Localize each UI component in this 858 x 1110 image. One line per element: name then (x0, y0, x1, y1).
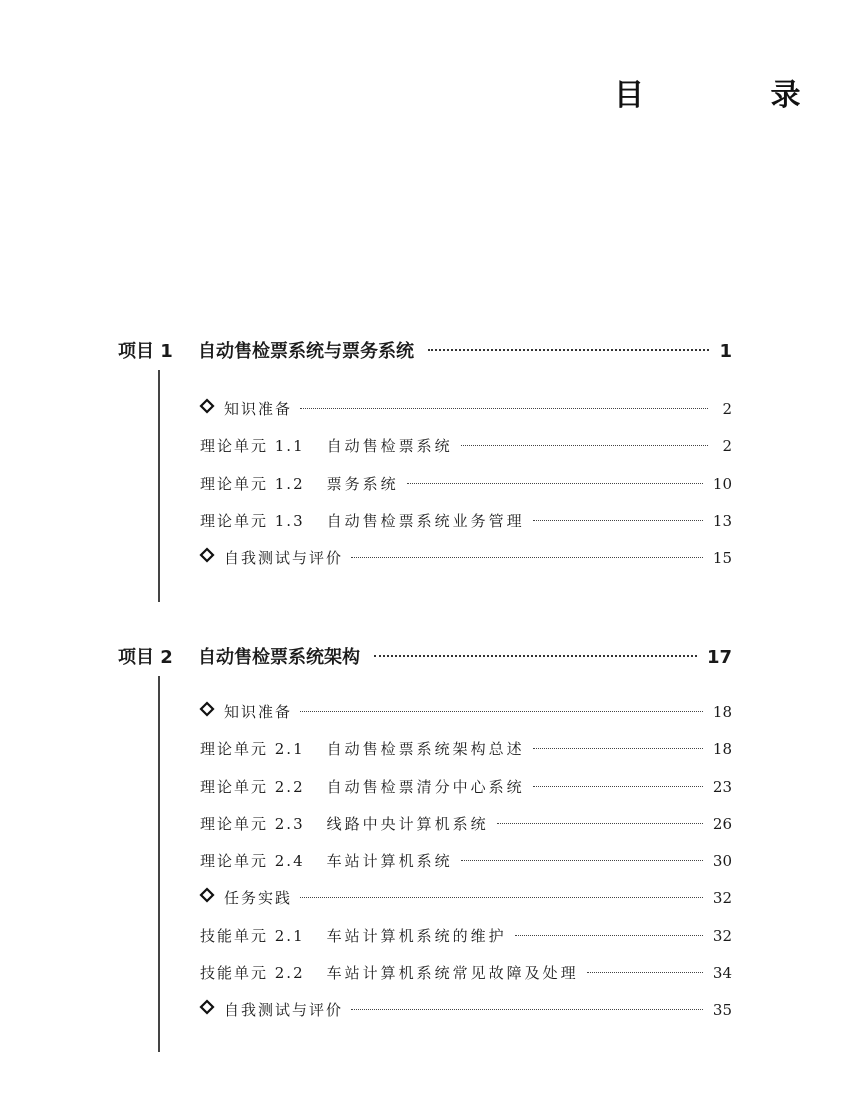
entry-page-number: 32 (712, 926, 732, 945)
diamond-icon (200, 888, 214, 902)
entry-label: 理论单元 2.3 (200, 814, 305, 833)
entry-title: 票务系统 (326, 474, 399, 493)
toc-entry[interactable] (200, 503, 732, 540)
diamond-icon (200, 1000, 214, 1014)
leader-dots (497, 823, 703, 824)
entry-title: 自动售检票系统架构总述 (326, 740, 525, 759)
section-rule (158, 676, 160, 1052)
toc-entry[interactable] (200, 466, 732, 503)
leader-dots (351, 557, 703, 558)
diamond-icon (200, 399, 214, 413)
entry-page-number: 15 (712, 549, 732, 568)
entry-label: 理论单元 1.1 (200, 437, 305, 456)
entry-label: 知识准备 (224, 400, 293, 418)
entry-label: 技能单元 2.2 (200, 964, 305, 983)
project-heading[interactable] (118, 339, 732, 365)
toc-entry[interactable] (200, 955, 732, 992)
leader-dots (300, 897, 703, 898)
project-page-number: 1 (719, 341, 732, 362)
entry-page-number: 18 (712, 740, 732, 759)
toc-entry[interactable] (200, 992, 732, 1029)
entry-label: 理论单元 2.4 (200, 852, 305, 871)
entry-page-number: 23 (712, 777, 732, 796)
leader-dots (461, 445, 708, 446)
entry-label: 自我测试与评价 (224, 549, 344, 568)
entry-page-number: 2 (722, 437, 732, 456)
entry-page-number: 32 (712, 889, 732, 908)
leader-dots (461, 860, 703, 861)
project-number: 项目 1 (118, 341, 173, 362)
page-title: 目 录 (614, 78, 858, 113)
entry-page-number: 34 (712, 964, 732, 983)
entry-label: 任务实践 (224, 889, 293, 908)
toc-entry[interactable] (200, 806, 732, 843)
entry-label: 理论单元 2.1 (200, 740, 305, 759)
toc-entry[interactable] (200, 391, 732, 428)
diamond-icon (200, 548, 214, 562)
leader-dots (533, 520, 703, 521)
toc-entry[interactable] (200, 769, 732, 806)
entry-list (200, 694, 732, 1030)
entry-title: 自动售检票系统 (326, 437, 453, 456)
leader-dots (300, 711, 703, 712)
entry-title: 车站计算机系统 (326, 852, 453, 871)
project-page-number: 17 (706, 647, 732, 668)
leader-dots (407, 483, 703, 484)
entry-title: 车站计算机系统常见故障及处理 (326, 964, 579, 983)
toc-entry[interactable] (200, 731, 732, 768)
project-title: 自动售检票系统架构 (198, 647, 360, 668)
leader-dots (351, 1009, 703, 1010)
project-title: 自动售检票系统与票务系统 (198, 341, 414, 362)
entry-title: 自动售检票系统业务管理 (326, 511, 525, 530)
project-number: 项目 2 (118, 647, 173, 668)
toc-entry[interactable] (200, 694, 732, 731)
leader-dots (374, 655, 697, 657)
toc-entry[interactable] (200, 843, 732, 880)
entry-label: 理论单元 1.2 (200, 474, 305, 493)
entry-page-number: 26 (712, 814, 732, 833)
leader-dots (515, 935, 703, 936)
entry-title: 自动售检票清分中心系统 (326, 777, 525, 796)
section-rule (158, 370, 160, 602)
entry-page-number: 35 (712, 1001, 732, 1020)
project-section (118, 339, 732, 365)
entry-page-number: 2 (722, 400, 732, 418)
entry-page-number: 18 (712, 703, 732, 721)
entry-page-number: 30 (712, 852, 732, 871)
toc-entry[interactable] (200, 918, 732, 955)
leader-dots (428, 349, 709, 351)
project-heading[interactable] (118, 645, 732, 671)
entry-label: 技能单元 2.1 (200, 926, 305, 945)
toc-entry[interactable] (200, 880, 732, 917)
leader-dots (533, 748, 703, 749)
leader-dots (533, 786, 703, 787)
project-section (118, 645, 732, 671)
entry-list (200, 391, 732, 577)
entry-page-number: 13 (712, 511, 732, 530)
toc-entry[interactable] (200, 428, 732, 465)
diamond-icon (200, 702, 214, 716)
entry-title: 车站计算机系统的维护 (326, 926, 507, 945)
entry-page-number: 10 (712, 474, 732, 493)
leader-dots (587, 972, 703, 973)
entry-label: 理论单元 1.3 (200, 511, 305, 530)
leader-dots (300, 408, 708, 409)
entry-title: 线路中央计算机系统 (326, 814, 489, 833)
entry-label: 理论单元 2.2 (200, 777, 305, 796)
entry-label: 知识准备 (224, 703, 293, 721)
entry-label: 自我测试与评价 (224, 1001, 344, 1020)
toc-entry[interactable] (200, 540, 732, 577)
